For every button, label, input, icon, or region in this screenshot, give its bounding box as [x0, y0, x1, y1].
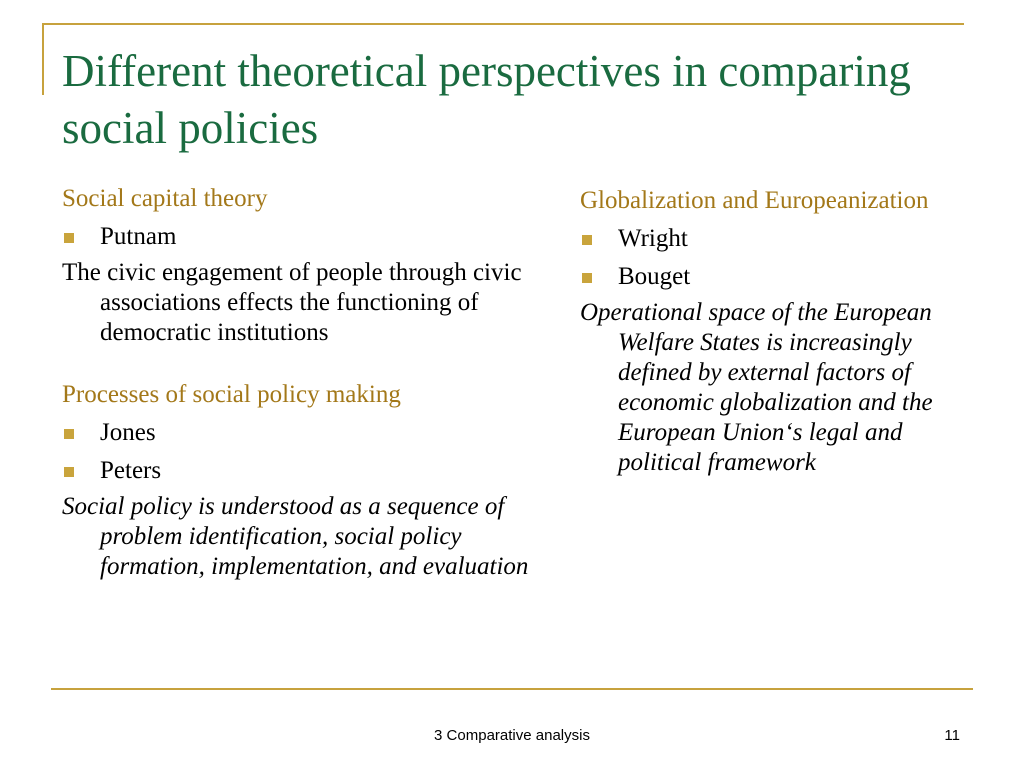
slide-number: 11: [944, 727, 960, 744]
policy-making-description: Social policy is understood as a sequence of problem identification, social policy formation, implementation, and evaluation: [62, 493, 529, 580]
footer-rule: [51, 688, 973, 690]
bullet-item-putnam: [62, 222, 532, 252]
section-heading-policy-making: Processes of social policy making: [62, 381, 401, 408]
left-column: [62, 184, 532, 582]
square-bullet-icon: [64, 429, 74, 439]
square-bullet-icon: [582, 235, 592, 245]
square-bullet-icon: [582, 273, 592, 283]
section-heading-social-capital: Social capital theory: [62, 185, 268, 212]
social-capital-description: The civic engagement of people through civic associations effects the functioning of democratic institutions: [62, 259, 522, 346]
bullet-label: Wright: [618, 225, 688, 252]
slide-frame-top-rule: [42, 23, 964, 25]
bullet-item-wright: [580, 224, 980, 254]
bullet-item-bouget: [580, 262, 980, 292]
slide-footer: 3 Comparative analysis: [434, 727, 590, 744]
slide-title: Different theoretical perspectives in comparing social policies: [62, 46, 911, 153]
square-bullet-icon: [64, 233, 74, 243]
section-heading-globalization: Globalization and Europeanization: [580, 187, 929, 214]
bullet-label: Jones: [100, 419, 156, 446]
bullet-item-jones: [62, 418, 532, 448]
globalization-description: Operational space of the European Welfare States is increasingly defined by external factors of economic globalization and the European Union‘s legal and political framework: [580, 299, 933, 476]
bullet-item-peters: [62, 456, 532, 486]
square-bullet-icon: [64, 467, 74, 477]
bullet-label: Putnam: [100, 223, 177, 250]
slide-frame-left-rule: [42, 23, 44, 95]
bullet-label: Bouget: [618, 263, 691, 290]
bullet-label: Peters: [100, 457, 162, 484]
right-column: [580, 186, 980, 478]
